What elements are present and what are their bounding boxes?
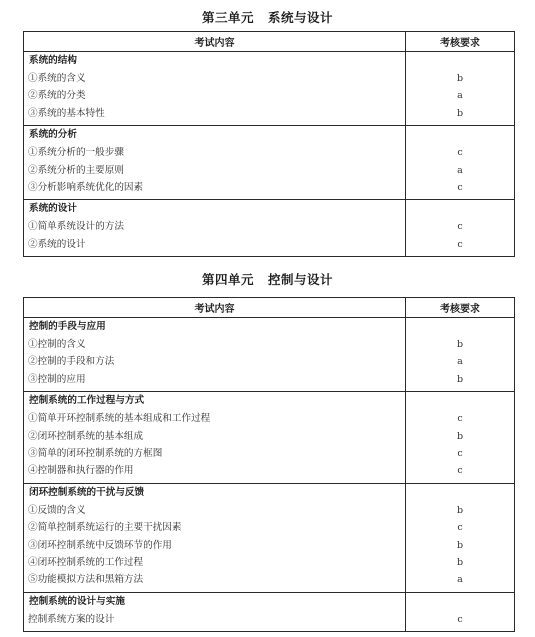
- level-spacer: [406, 126, 514, 144]
- level-badge: b: [456, 504, 464, 516]
- list-item: ①简单系统设计的方法: [28, 221, 124, 233]
- header-content: 考试内容: [24, 298, 406, 318]
- content-cell: [24, 592, 406, 631]
- level-badge: b: [456, 107, 464, 119]
- unit4-title: [0, 270, 535, 288]
- list-item: ③控制的应用: [28, 373, 86, 385]
- content-cell: [24, 52, 406, 126]
- row-gap: [406, 628, 514, 631]
- section-title: 控制系统的工作过程与方式: [29, 395, 145, 407]
- level-badge: b: [456, 373, 464, 385]
- list-item: ②系统分析的主要原则: [28, 164, 124, 176]
- section-group: [24, 52, 515, 126]
- level-badge: c: [457, 147, 463, 159]
- level-spacer: [406, 593, 514, 611]
- section-group: [24, 200, 515, 257]
- table-row: [24, 592, 515, 631]
- table-header-row: [24, 32, 515, 52]
- level-badge: c: [457, 238, 463, 250]
- table-header-row: [24, 298, 515, 318]
- list-item: ⑤功能模拟方法和黑箱方法: [28, 574, 144, 586]
- table-row: [24, 200, 515, 257]
- list-item: ③系统的基本特性: [28, 107, 105, 119]
- level-spacer: [406, 392, 514, 410]
- level-badge: c: [457, 465, 463, 477]
- level-spacer: [406, 52, 514, 70]
- level-badge: c: [457, 221, 463, 233]
- table-row: [24, 483, 515, 592]
- list-item: ④闭环控制系统的工作过程: [28, 556, 144, 568]
- row-gap: [24, 628, 405, 631]
- level-badge: c: [457, 181, 463, 193]
- content-cell: [24, 126, 406, 200]
- level-badge: b: [456, 430, 464, 442]
- list-item: 控制系统方案的设计: [28, 613, 115, 625]
- section-title: 闭环控制系统的干扰与反馈: [29, 486, 145, 498]
- list-item: ③闭环控制系统中反馈环节的作用: [28, 539, 172, 551]
- level-spacer: [406, 200, 514, 218]
- list-item: ①简单开环控制系统的基本组成和工作过程: [28, 413, 211, 425]
- list-item: ②系统的设计: [28, 238, 86, 250]
- list-item: ④控制器和执行器的作用: [28, 465, 134, 477]
- level-cell: [406, 126, 515, 200]
- list-item: ③简单的闭环控制系统的方框图: [28, 447, 163, 459]
- section-group: [24, 318, 515, 392]
- section-title: 系统的设计: [29, 203, 77, 215]
- unit3-number: 第三单元: [201, 10, 254, 25]
- row-gap: [406, 253, 514, 256]
- list-item: ②简单控制系统运行的主要干扰因素: [28, 522, 182, 534]
- level-badge: c: [457, 413, 463, 425]
- content-cell: [24, 392, 406, 484]
- unit4-number: 第四单元: [201, 272, 254, 287]
- level-badge: b: [456, 73, 464, 84]
- level-spacer: [406, 318, 514, 336]
- level-cell: [406, 200, 515, 257]
- list-item: ②控制的手段和方法: [28, 356, 115, 368]
- level-badge: a: [457, 164, 463, 176]
- content-cell: [24, 318, 406, 392]
- list-item: ②闭环控制系统的基本组成: [28, 430, 144, 442]
- unit4-table: [23, 297, 515, 632]
- list-item: ①控制的含义: [28, 339, 86, 350]
- level-badge: c: [457, 522, 463, 534]
- table-row: [24, 318, 515, 392]
- table-row: [24, 126, 515, 200]
- level-badge: b: [456, 339, 464, 350]
- unit3-name: 系统与设计: [268, 10, 334, 25]
- section-title: 系统的分析: [29, 129, 77, 141]
- level-badge: c: [457, 613, 463, 625]
- level-badge: a: [457, 90, 463, 102]
- level-badge: a: [457, 356, 463, 368]
- row-gap: [24, 253, 405, 256]
- level-cell: [406, 392, 515, 484]
- section-group: [24, 392, 515, 484]
- table-row: [24, 392, 515, 484]
- section-group: [24, 592, 515, 631]
- list-item: ①系统分析的一般步骤: [28, 147, 124, 159]
- unit3-title: [0, 8, 535, 26]
- level-badge: a: [457, 574, 463, 586]
- level-cell: [406, 52, 515, 126]
- header-level: 考核要求: [406, 32, 515, 52]
- content-cell: [24, 200, 406, 257]
- section-group: [24, 126, 515, 200]
- section-group: [24, 483, 515, 592]
- level-spacer: [406, 484, 514, 502]
- list-item: ①系统的含义: [28, 73, 86, 84]
- content-cell: [24, 483, 406, 592]
- level-cell: [406, 483, 515, 592]
- table-row: [24, 52, 515, 126]
- header-content: 考试内容: [24, 32, 406, 52]
- section-title: 控制的手段与应用: [29, 321, 106, 332]
- level-cell: [406, 592, 515, 631]
- section-title: 系统的结构: [29, 55, 77, 66]
- level-badge: b: [456, 556, 464, 568]
- section-title: 控制系统的设计与实施: [29, 595, 125, 607]
- unit3-table: [23, 31, 515, 257]
- list-item: ①反馈的含义: [28, 504, 86, 516]
- list-item: ②系统的分类: [28, 90, 86, 102]
- header-level: 考核要求: [406, 298, 515, 318]
- unit4-name: 控制与设计: [268, 272, 334, 287]
- level-badge: c: [457, 447, 463, 459]
- level-badge: b: [456, 539, 464, 551]
- list-item: ③分析影响系统优化的因素: [28, 181, 144, 193]
- level-cell: [406, 318, 515, 392]
